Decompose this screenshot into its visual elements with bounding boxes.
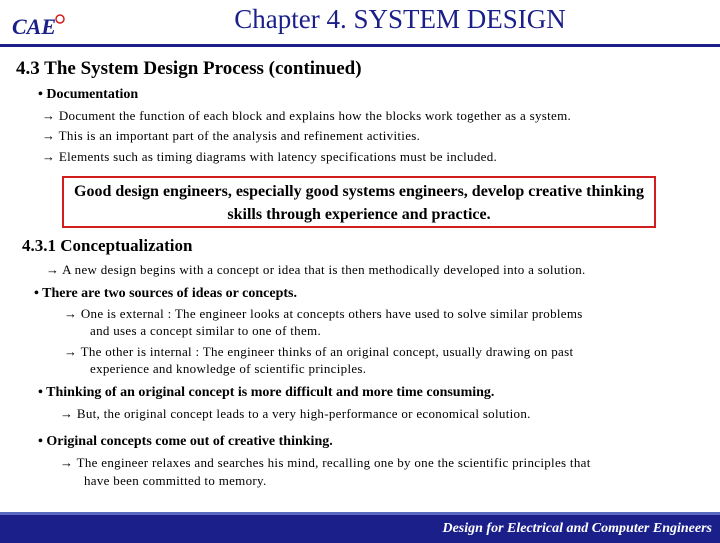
original-concept-bullet: • Thinking of an original concept is more difficult and more time consuming. [38,385,495,400]
doc-item-1: → Document the function of each block and explains how the blocks work together as a system. [42,108,572,123]
highlight-box: Good design engineers, especially good systems engineers, develop creative thinking skills through experience and practice. [62,176,656,228]
relaxes-line-2: have been committed to memory. [84,473,267,488]
external-line-2: and uses a concept similar to one of them. [90,323,322,338]
footer-bar [0,512,720,543]
intro-line: → A new design begins with a concept or idea that is then methodically developed into a solution. [46,262,586,277]
section-heading: 4.3 The System Design Process (continued) [16,58,362,79]
creative-thinking-bullet: • Original concepts come out of creative thinking. [38,434,333,449]
page-title: Chapter 4. SYSTEM DESIGN [234,4,566,34]
sources-bullet: • There are two sources of ideas or concepts. [34,286,297,301]
title-divider [0,44,720,47]
external-line-1: → One is external : The engineer looks at concepts others have used to solve similar problems [64,306,583,321]
internal-line-1: → The other is internal : The engineer thinks of an original concept, usually drawing on past [64,344,574,359]
high-performance-line: → But, the original concept leads to a very high-performance or economical solution. [60,406,531,421]
subsection-heading: 4.3.1 Conceptualization [22,236,193,255]
relaxes-line-1: → The engineer relaxes and searches his mind, recalling one by one the scientific principles that [60,455,591,470]
doc-item-3: → Elements such as timing diagrams with latency specifications must be included. [42,149,498,164]
footer-text: Design for Electrical and Computer Engineers [442,521,712,536]
documentation-bullet: • Documentation [38,87,139,102]
logo-text: CAE [12,14,57,38]
internal-line-2: experience and knowledge of scientific principles. [90,361,367,376]
doc-item-2: → This is an important part of the analysis and refinement activities. [42,128,421,143]
